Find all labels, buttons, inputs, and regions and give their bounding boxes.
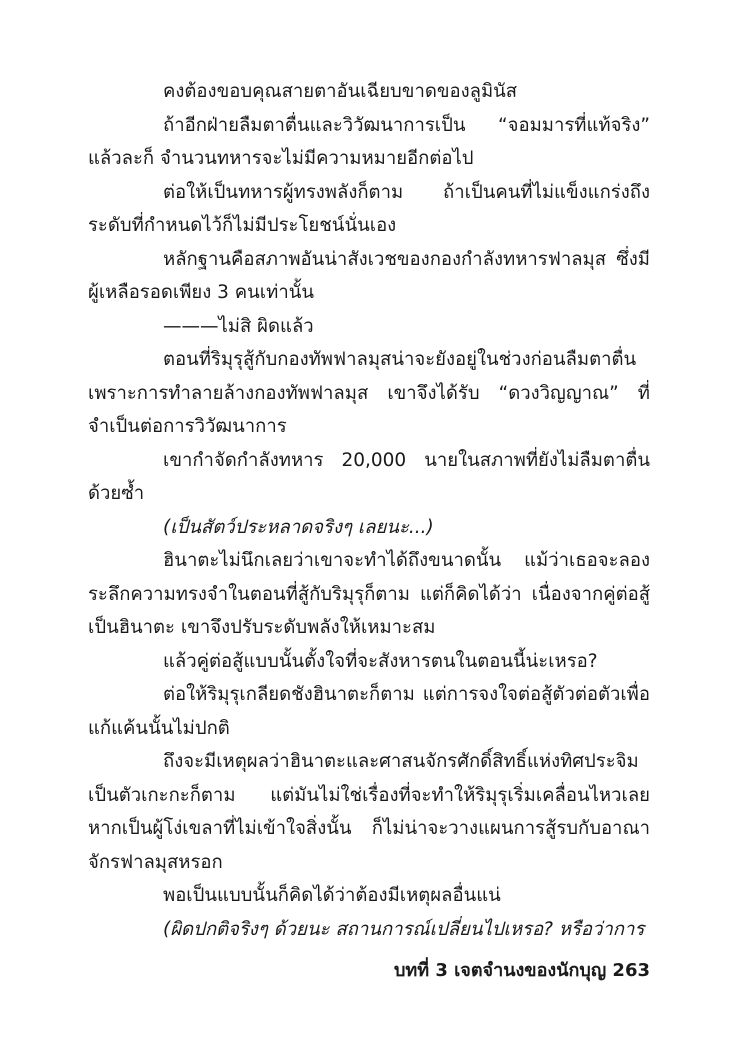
paragraph: ตอนที่ริมุรุสู้กับกองทัพฟาลมุสน่าจะยังอยู่ในช่วงก่อนลืมตาตื่น เพราะการทำลายล้างกองทัพฟาลมุส เขาจึงได้รับ “ดวงวิญญาณ” ที่จำเป็นต่อการวิวัฒนาการ bbox=[88, 349, 650, 437]
paragraph-inner-thought: (เป็นสัตว์ประหลาดจริงๆ เลยนะ...) bbox=[163, 516, 434, 538]
page-footer: บทที่ 3 เจตจำนงของนักบุญ 263 bbox=[393, 960, 650, 981]
paragraph: หลักฐานคือสภาพอันน่าสังเวชของกองกำลังทหารฟาลมุส ซึ่งมีผู้เหลือรอดเพียง 3 คนเท่านั้น bbox=[88, 248, 650, 303]
paragraph: แล้วคู่ต่อสู้แบบนั้นตั้งใจที่จะสังหารตนในตอนนี้น่ะเหรอ? bbox=[163, 650, 598, 672]
paragraph: ถ้าอีกฝ่ายลืมตาตื่นและวิวัฒนาการเป็น “จอมมารที่แท้จริง” แล้วละก็ จำนวนทหารจะไม่มีความหมายอีกต่อไป bbox=[88, 114, 650, 169]
paragraph: ต่อให้เป็นทหารผู้ทรงพลังก็ตาม ถ้าเป็นคนที่ไม่แข็งแกร่งถึงระดับที่กำหนดไว้ก็ไม่มีประโยชน์นั่นเอง bbox=[88, 181, 650, 236]
paragraph: ต่อให้ริมุรุเกลียดชังฮินาตะก็ตาม แต่การจงใจต่อสู้ตัวต่อตัวเพื่อแก้แค้นนั้นไม่ปกติ bbox=[88, 684, 650, 739]
paragraph: ถึงจะมีเหตุผลว่าฮินาตะและศาสนจักรศักดิ์สิทธิ์แห่งทิศประจิมเป็นตัวเกะกะก็ตาม แต่มันไม่ใช่เรื่องที่จะทำให้ริมุรุเริ่มเคลื่อนไหวเลย หากเป็นผู้โง่เขลาที่ไม่เข้าใจสิ่งนั้น ก็ไม่น่าจะวางแผนการสู้รบกับอาณาจักรฟาลมุสหรอก bbox=[88, 751, 650, 873]
paragraph-inner-thought: (ผิดปกติจริงๆ ด้วยนะ สถานการณ์เปลี่ยนไปเหรอ? หรือว่าการ bbox=[163, 918, 645, 940]
paragraph: เขากำจัดกำลังทหาร 20,000 นายในสภาพที่ยังไม่ลืมตาตื่นด้วยซ้ำ bbox=[88, 449, 650, 504]
paragraph: ———ไม่สิ ผิดแล้ว bbox=[163, 315, 314, 337]
paragraph: คงต้องขอบคุณสายตาอันเฉียบขาดของลูมินัส bbox=[163, 81, 518, 102]
paragraph: พอเป็นแบบนั้นก็คิดได้ว่าต้องมีเหตุผลอื่นแน่ bbox=[163, 885, 501, 906]
body-text bbox=[88, 75, 650, 946]
paragraph: ฮินาตะไม่นึกเลยว่าเขาจะทำได้ถึงขนาดนั้น แม้ว่าเธอจะลองระลึกความทรงจำในตอนที่สู้กับริมุรุก็ตาม แต่ก็คิดได้ว่า เนื่องจากคู่ต่อสู้เป็นฮินาตะ เขาจึงปรับระดับพลังให้เหมาะสม bbox=[88, 550, 650, 638]
